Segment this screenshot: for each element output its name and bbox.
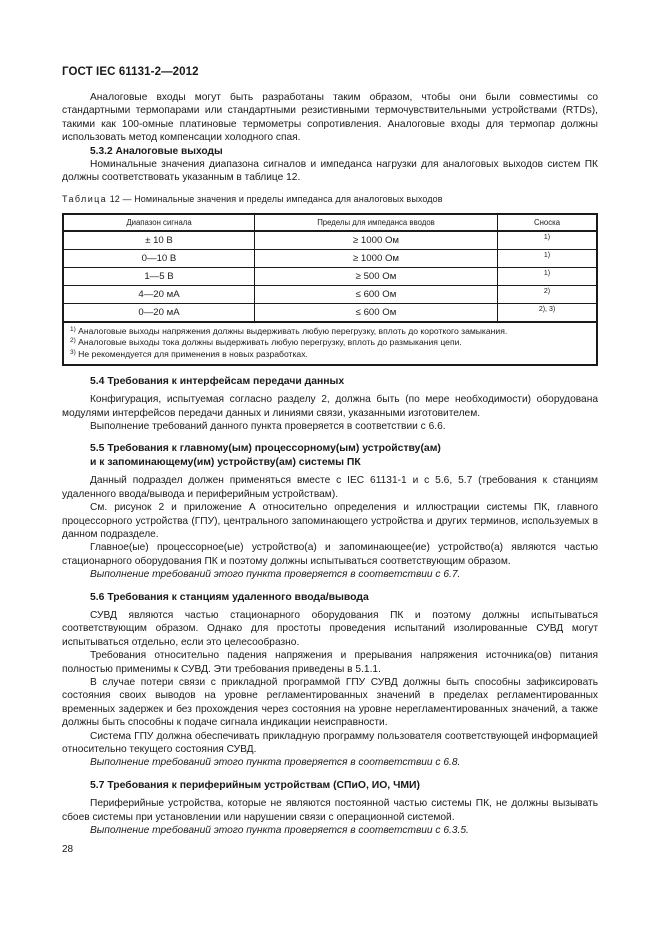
footnote-mark: 3) <box>70 348 76 356</box>
document-header: ГОСТ IEC 61131-2—2012 <box>62 66 199 78</box>
section-5-6-p4: Система ГПУ должна обеспечивать прикладную программу пользователя соответствующей информацией относительно текущего состояния СУВД. <box>62 730 598 756</box>
footnote-text: Аналоговые выходы тока должны выдерживать любую перегрузку, вплоть до размыкания цепи. <box>75 337 462 348</box>
section-5-5-p4: Выполнение требований этого пункта проверяется в соответствии с 6.7. <box>90 569 461 581</box>
page-number: 28 <box>62 844 74 855</box>
table-footnotes <box>63 322 597 365</box>
section-5-6-title: 5.6 Требования к станциям удаленного ввода/вывода <box>90 591 369 603</box>
table-header-row <box>63 214 597 231</box>
table-footnotes-row <box>63 322 597 365</box>
table-row <box>63 286 597 304</box>
section-5-5-title-line1: 5.5 Требования к главному(ым) процессорному(ым) устройству(ам) <box>90 443 441 455</box>
footnote-3 <box>70 349 590 360</box>
section-5-5-title-line2: и к запоминающему(им) устройству(ам) системы ПК <box>90 456 361 468</box>
cell-impedance: ≥ 1000 Ом <box>255 231 498 250</box>
cell-impedance: ≤ 600 Ом <box>255 286 498 304</box>
cell-note: 2), 3) <box>498 304 598 323</box>
header-impedance: Пределы для импеданса вводов <box>255 214 498 231</box>
section-5-7-title: 5.7 Требования к периферийным устройствам (СПиО, ИО, ЧМИ) <box>90 779 420 791</box>
section-5-5-p3: Главное(ые) процессорное(ые) устройство(а) и запоминающее(ие) устройство(а) являются частью стационарного оборудования ПК и поэтому должны испытываться соответствующим образом. <box>62 542 598 567</box>
footnote-mark: 1) <box>70 326 76 334</box>
table-caption-text: 12 — Номинальные значения и пределы импеданса для аналоговых выходов <box>107 193 443 204</box>
section-5-6-p2: Требования относительно падения напряжения и прерывания напряжения источника(ов) питания полностью применимы к СУВД. Эти требования приведены в 5.1.1. <box>62 650 598 675</box>
intro-paragraph: Аналоговые входы могут быть разработаны таким образом, чтобы они были совместимы со стандартными термопарами или стандартными резистивными термочувствительными устройствами (RTDs), такими как 100-омные платиновые термометры сопротивления. Аналоговые входы для термопар должны использовать метод компенсации холодного спая. <box>62 92 598 144</box>
cell-range: 0—20 мА <box>63 304 255 323</box>
cell-note: 2) <box>498 286 598 304</box>
analog-outputs-table <box>62 213 598 366</box>
cell-impedance: ≤ 600 Ом <box>255 304 498 323</box>
section-5-4-p2: Выполнение требований данного пункта проверяется в соответствии с 6.6. <box>90 421 446 433</box>
section-5-6-p1: СУВД являются частью стационарного оборудования ПК и поэтому должны испытываться соответствующим образом. Однако для простоты проведения испытаний изолированные СУВД могут испытываться отдельно, если это целесообразно. <box>62 609 598 648</box>
section-5-5-p2: См. рисунок 2 и приложение А относительно определения и иллюстрации системы ПК, главного процессорного устройства (ГПУ), центрального запоминающего устройства и других терминов, используемых в данном подразделе. <box>62 502 598 540</box>
footnote-mark: 2) <box>70 337 76 345</box>
cell-range: 1—5 В <box>63 268 255 286</box>
cell-note: 1) <box>498 268 598 286</box>
table-caption-label: Таблица <box>62 193 108 204</box>
section-5-4-p1: Конфигурация, испытуемая согласно разделу 2, должна быть (по мере необходимости) оборудована модулями интерфейсов передачи данных и линиями связи, указанными изготовителем. <box>62 394 598 419</box>
document-body <box>62 91 598 837</box>
cell-note: 1) <box>498 250 598 268</box>
section-5-7-p1: Периферийные устройства, которые не являются постоянной частью системы ПК, не должны вызывать сбоев системы при установлении или нарушении связи с операционной системой. <box>62 798 598 823</box>
section-5-6-p3: В случае потери связи с прикладной программой ГПУ СУВД должны быть способны зафиксировать состояния своих выводов на уровне регламентированных значений в пределах регламентированных временных задержек и без прохождения через состояния на уровне нерегламентированных значений, а также должны быть способны к подаче сигнала индикации неисправности. <box>62 676 598 729</box>
table-row <box>63 231 597 250</box>
cell-note: 1) <box>498 231 598 250</box>
footnote-text: Аналоговые выходы напряжения должны выдерживать любую перегрузку, вплоть до короткого замыкания. <box>75 326 508 337</box>
cell-impedance: ≥ 1000 Ом <box>255 250 498 268</box>
section-5-7-p2: Выполнение требований этого пункта проверяется в соответствии с 6.3.5. <box>90 825 469 837</box>
header-footnote: Сноска <box>498 214 598 231</box>
footnote-text: Не рекомендуется для применения в новых разработках. <box>75 348 308 359</box>
header-signal-range: Диапазон сигнала <box>63 214 255 231</box>
table-caption <box>62 193 598 206</box>
table-row <box>63 268 597 286</box>
cell-range: 4—20 мА <box>63 286 255 304</box>
footnote-1 <box>70 326 590 337</box>
section-5-3-2-title: 5.3.2 Аналоговые выходы <box>90 145 223 157</box>
section-5-4-title: 5.4 Требования к интерфейсам передачи данных <box>90 375 345 387</box>
section-5-5-p1: Данный подраздел должен применяться вместе с IEC 61131-1 и с 5.6, 5.7 (требования к станциям удаленного ввода/вывода и периферийным устройствам). <box>62 475 598 500</box>
cell-range: ± 10 В <box>63 231 255 250</box>
table-row <box>63 250 597 268</box>
cell-range: 0—10 В <box>63 250 255 268</box>
footnote-2 <box>70 337 590 348</box>
table-row <box>63 304 597 323</box>
section-5-3-2-text: Номинальные значения диапазона сигналов и импеданса нагрузки для аналоговых выходов систем ПК должны соответствовать указанным в таблице 12. <box>62 159 598 184</box>
section-5-6-p5: Выполнение требований этого пункта проверяется в соответствии с 6.8. <box>90 757 461 769</box>
cell-impedance: ≥ 500 Ом <box>255 268 498 286</box>
